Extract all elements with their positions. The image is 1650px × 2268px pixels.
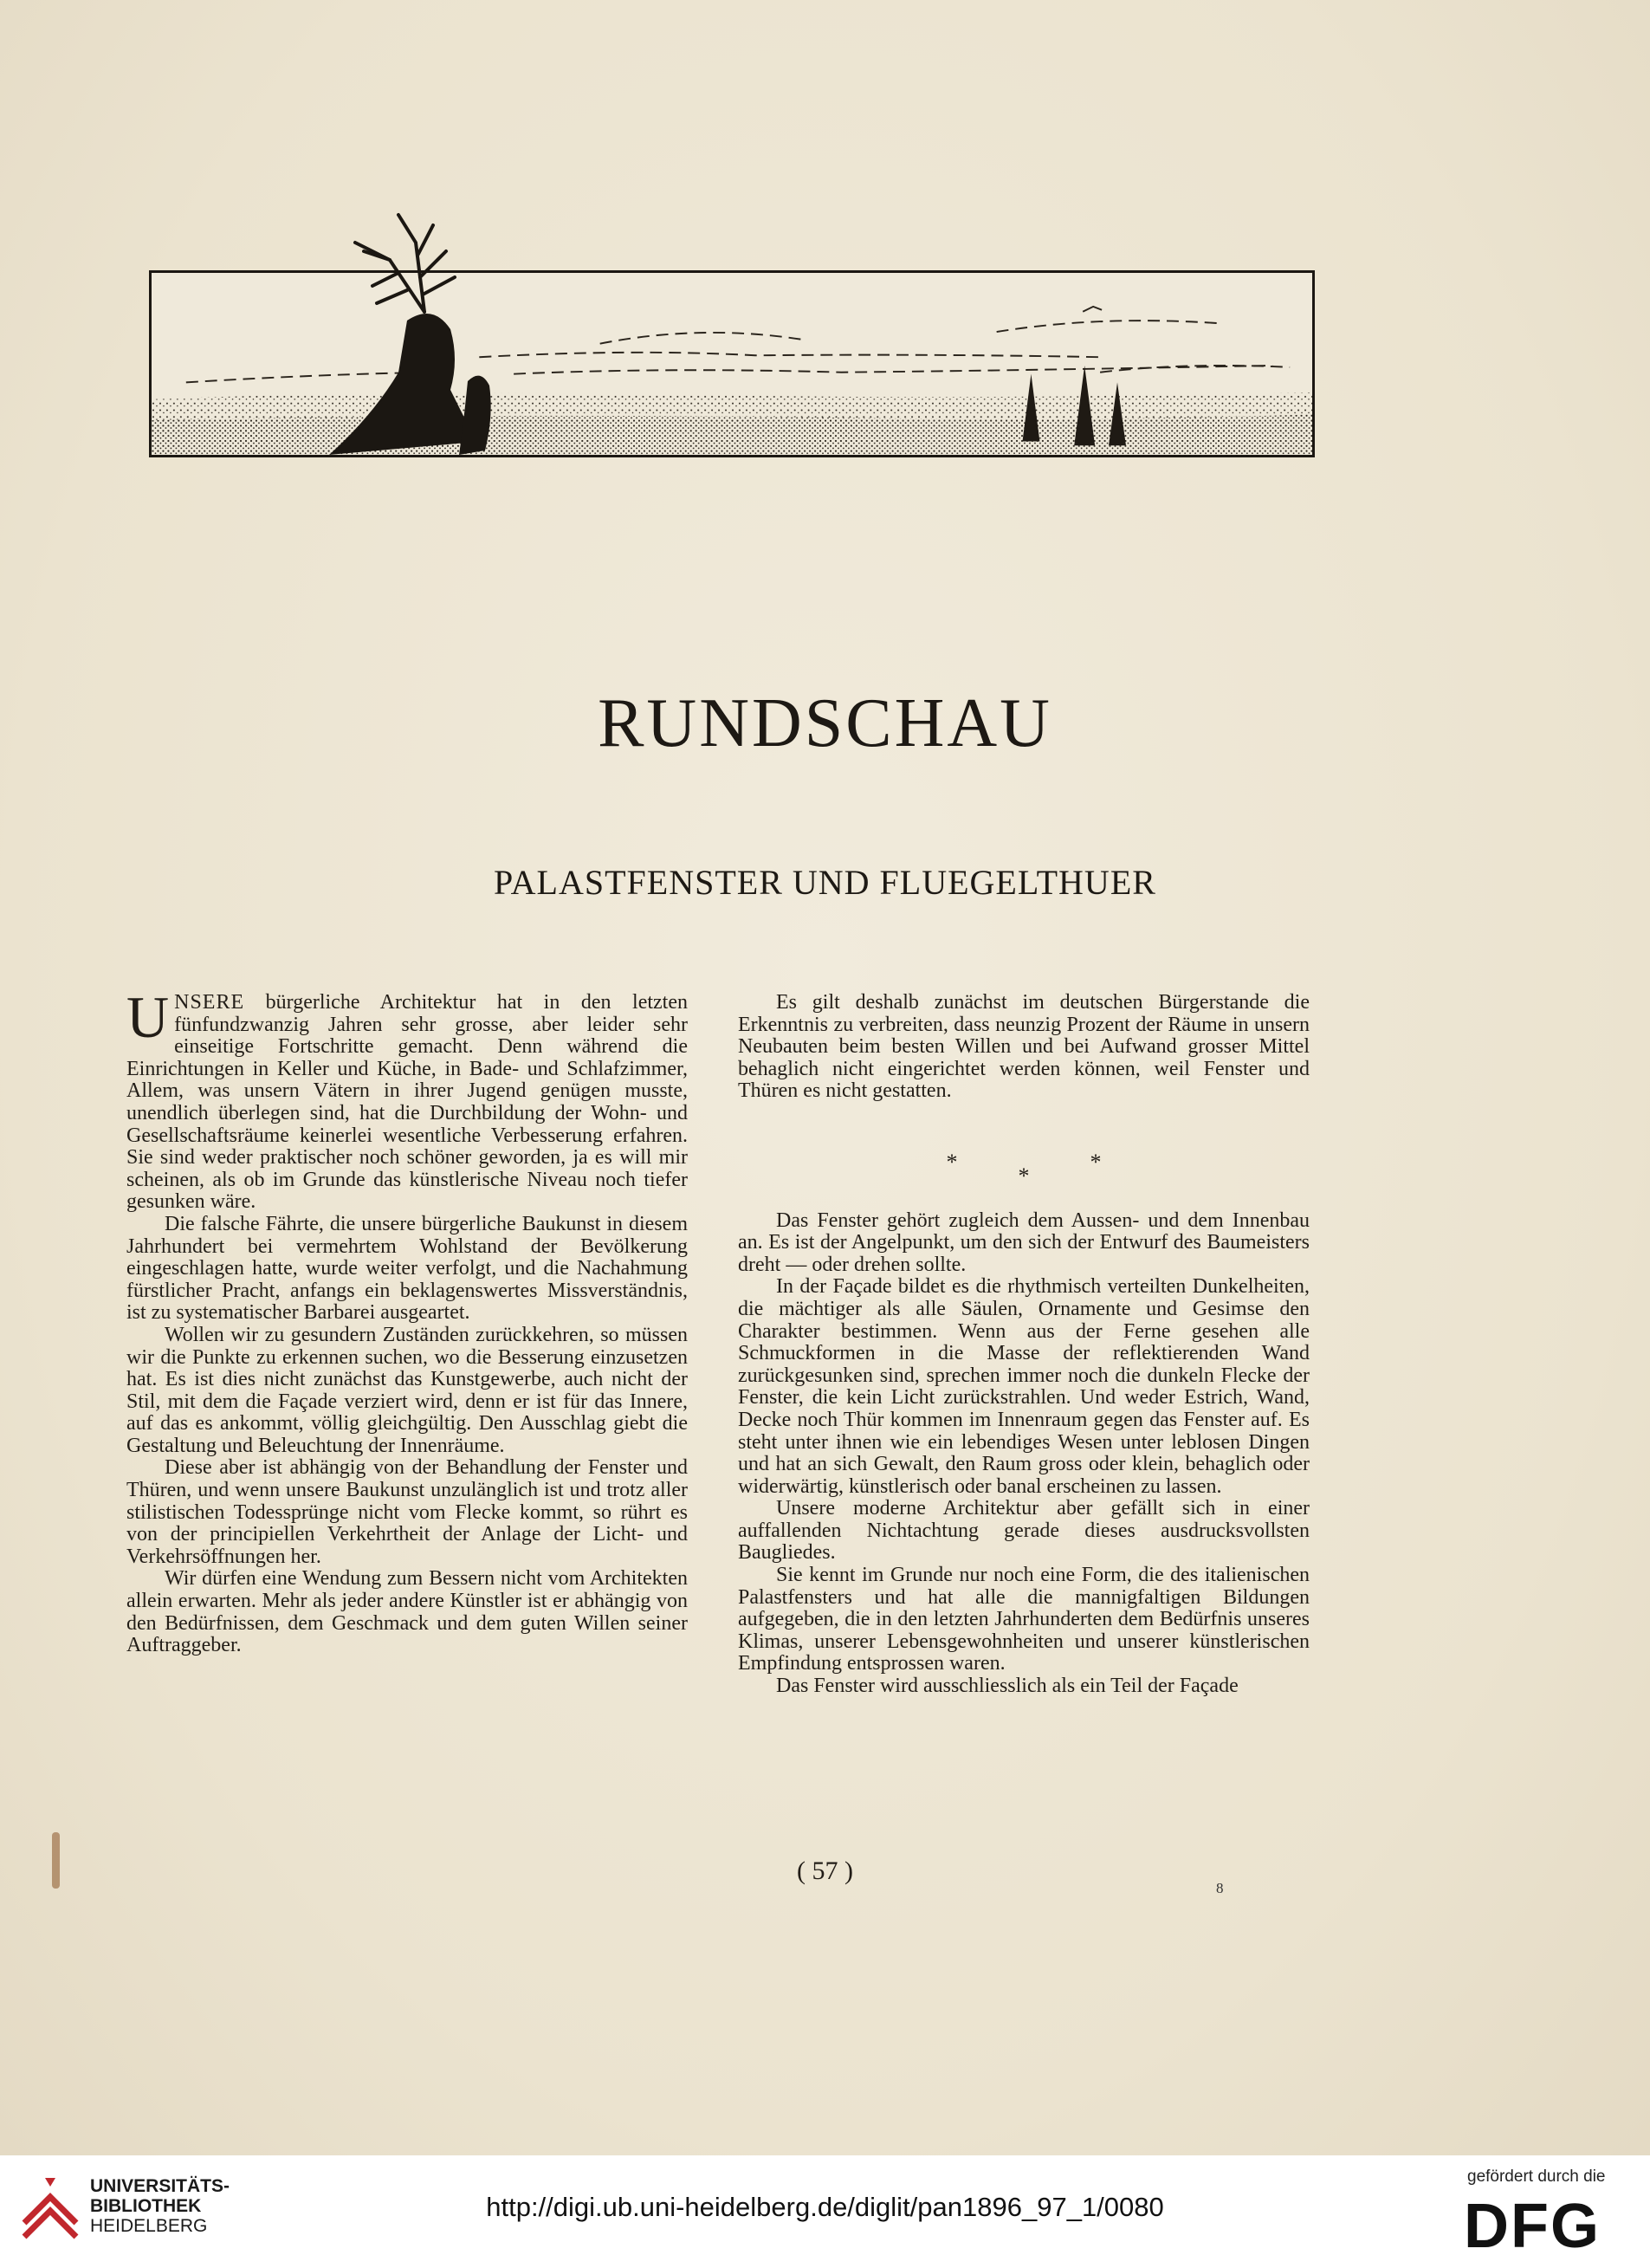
page-title: RUNDSCHAU [598,685,1052,761]
paragraph-text: Das Fenster gehört zugleich dem Aussen- und dem Innenbau an. Es ist der Angelpunkt, um den sich der Entwurf des Baumeisters dreht — oder drehen sollte. [738,1209,1310,1276]
paragraph-text: Es gilt deshalb zunächst im deutschen Bürgerstande die Erkenntnis zu verbreiten, dass neunzig Prozent der Räume in unsern Neubauten beim besten Willen und bei Aufwand grosser Mittel behaglich nicht eingerichtet werden können, weil Fenster und Thüren es nicht gestatten. [738,991,1310,1103]
paragraph-text: Sie kennt im Grunde nur noch eine Form, die des italienischen Palastfensters und hat alle die mannigfaltigen Bildungen aufgegeben, die in den letzten Jahrhunderten dem Bedürfnis unseres Klimas, unserer Lebensgewohnheiten und unserer künstlerischen Empfindung entsprossen waren. [738,1564,1310,1675]
left-text-column [126,984,688,1657]
signature-mark: 8 [1216,1880,1224,1896]
library-line: UNIVERSITÄTS- [90,2176,230,2196]
paragraph-text: Das Fenster wird ausschliesslich als ein Teil der Façade [776,1675,1239,1698]
page-number: ( 57 ) [797,1857,853,1885]
stag-silhouette [303,208,528,459]
permalink-url[interactable]: http://digi.ub.uni-heidelberg.de/diglit/pan1896_97_1/0080 [486,2192,1164,2222]
library-line: BIBLIOTHEK [90,2196,202,2216]
paragraph-text: In der Façade bildet es die rhythmisch verteilten Dunkelheiten, die mächtiger als alle Säulen, Ornamente und Gesimse den Charakter bestimmen. Wenn aus der Ferne gesehen alle Schmuckformen in die Masse der reflektierenden Wand zurückgesunken sind, sprechen immer noch die dunkeln Flecke der Fenster, die kein Licht zurückstrahlen. Und weder Estrich, Wand, Decke noch Thür kommen im Innenraum gegen das Fenster auf. Es steht unter ihnen wie ein lebendiges Wesen unter leblosen Dingen und hat an sich Gewalt, den Raum gross oder klein, behaglich oder widerwärtig, künstlerisch oder banal erscheinen zu lassen. [738,1275,1310,1498]
asterisk: * [946,1149,958,1175]
asterisk: * [1018,1163,1030,1189]
paragraph-text: Diese aber ist abhängig von der Behandlung der Fenster und Thüren, und wenn unsere Baukunst unzulänglich ist und trotz aller stilistischen Todessprünge nicht vom Flecke kommt, so rührt es von der principiellen Verkehrtheit der Anlage der Licht- und Verkehrsöffnungen her. [126,1456,688,1568]
paragraph-text: Die falsche Fährte, die unsere bürgerliche Baukunst in diesem Jahrhundert bei vermehrtem Wohlstand der Bevölkerung eingeschlagen hatte, wurde weiter verfolgt, und die Nachahmung fürstlicher Pracht, anfangs ein beklagenswertes Missverständnis, ist zu systematischer Barbarei ausgeartet. [126,1212,688,1325]
right-text-column [738,992,1310,1698]
opening-smallcaps: NSERE [174,991,245,1014]
dropcap-letter: U [126,984,170,1050]
library-line: HEIDELBERG [90,2216,208,2236]
paragraph-text: Unsere moderne Architektur aber gefällt sich in einer auffallenden Nichtachtung gerade dieses ausdrucksvollsten Baugliedes. [738,1497,1310,1565]
viewer-footer [0,2155,1650,2268]
paragraph-text: Wollen wir zu gesundern Zuständen zurückkehren, so müssen wir die Punkte zu erkennen suchen, wo die Besserung einzusetzen hat. Es ist dies nicht zunächst das Kunstgewerbe, auch nicht der Stil, mit dem die Façade verziert wird, denn er ist für das Innere, auf das es ankommt, völlig gleichgültig. Den Ausschlag giebt die Gestaltung und Beleuchtung der Innenräume. [126,1323,688,1457]
funding-label: gefördert durch die [1467,2168,1606,2186]
asterisk: * [1090,1149,1102,1175]
paragraph-text: bürgerliche Architektur hat in den letzten fünfundzwanzig Jahren sehr grosse, aber leider sehr einseitige Fortschritte gemacht. Denn während die Einrichtungen in Keller und Küche, in Bade- und Schlafzimmer, Allem, was unsern Vätern in ihrer Jugend genügen musste, unendlich überlegen sind, hat die Durchbildung der Wohn- und Gesellschaftsräume keinerlei wesentliche Verbesserung erfahren. Sie sind weder praktischer noch schöner geworden, ja es will mir scheinen, als ob im Grunde das künstlerische Niveau noch tiefer gesunken wäre. [126,991,688,1214]
section-divider-asterisks [738,1149,1310,1189]
dfg-logo[interactable]: DFG [1464,2192,1601,2261]
deer-figure [303,208,528,459]
article-title: PALASTFENSTER UND FLUEGELTHUER [494,863,1156,902]
paragraph-text: Wir dürfen eine Wendung zum Bessern nicht vom Architekten allein erwarten. Mehr als jeder andere Künstler ist er abhängig von den Bedürfnissen, dem Geschmack und dem guten Willen seiner Auftraggeber. [126,1567,688,1657]
page-stain [52,1832,60,1889]
paragraph-opening [126,984,688,1214]
